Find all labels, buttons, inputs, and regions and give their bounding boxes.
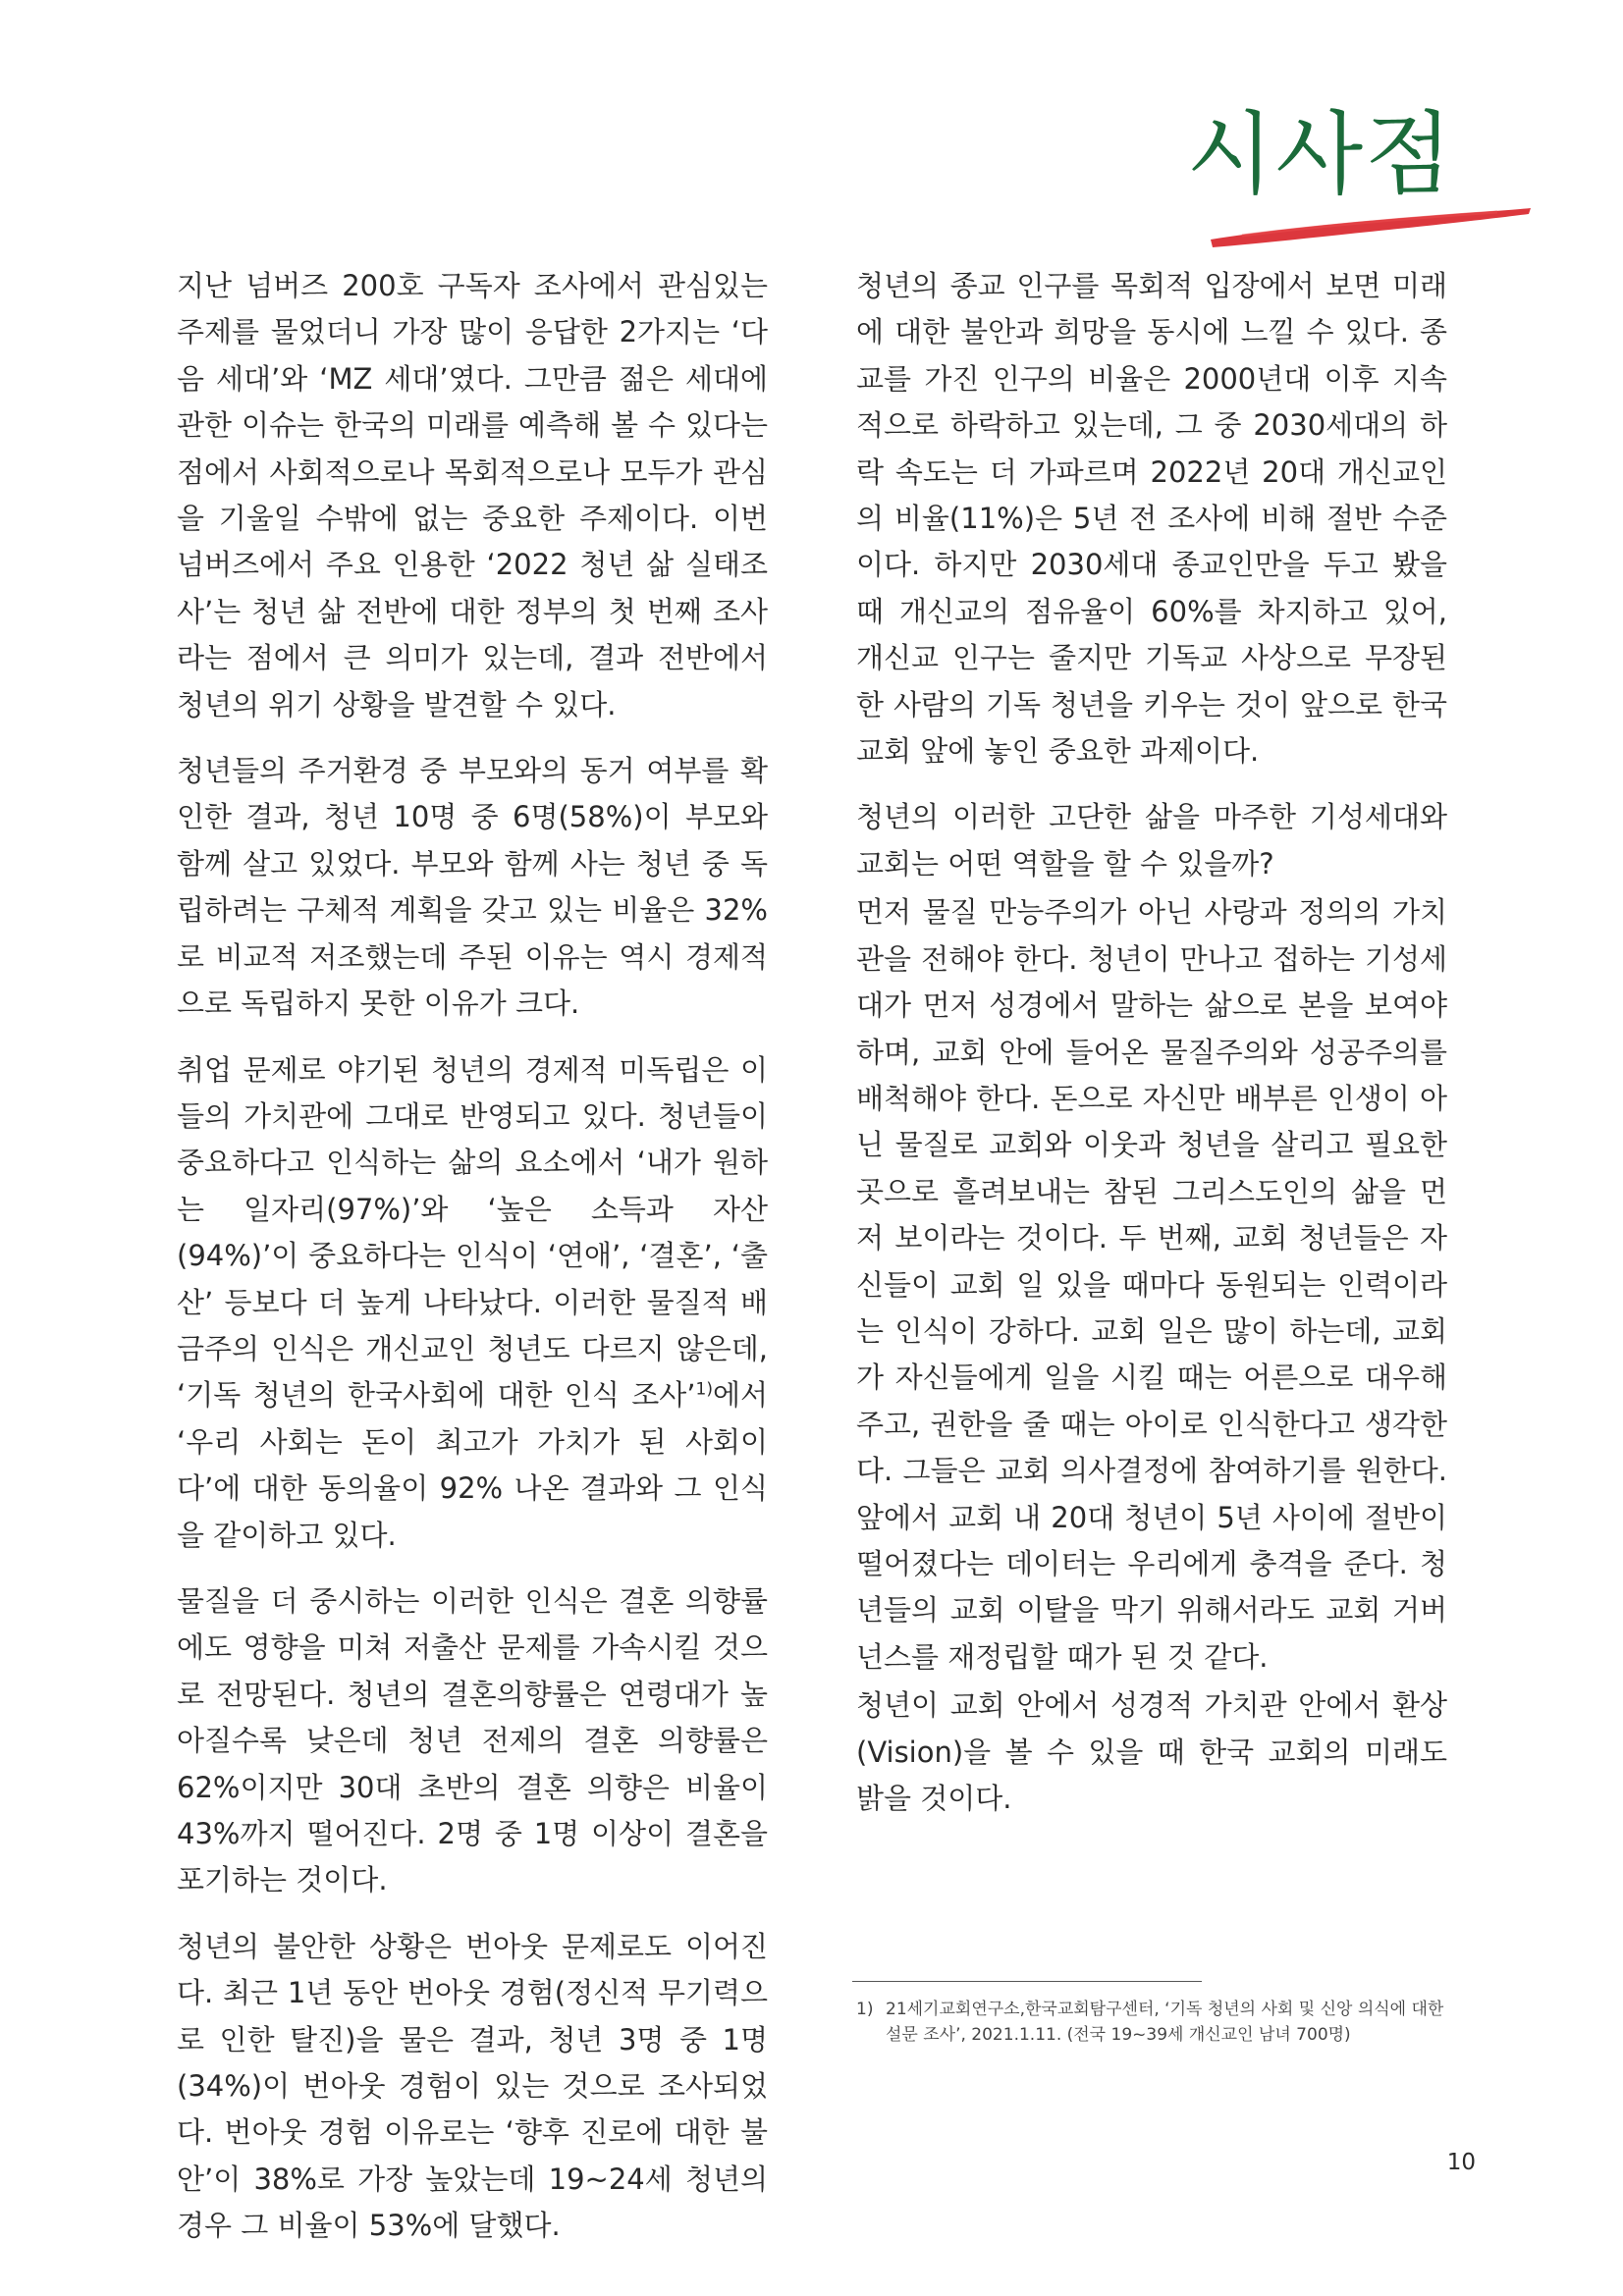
footnote-reference[interactable]: 1) bbox=[695, 1379, 713, 1400]
paragraph: 지난 넘버즈 200호 구독자 조사에서 관심있는 주제를 물었더니 가장 많이 응답한 2가지는 ‘다음 세대’와 ‘MZ 세대’였다. 그만큼 젊은 세대에 관한 이슈는 한국의 미래를 예측해 볼 수 있다는 점에서 사회적으로나 목회적으로나 모두가 관심을 기울일 수밖에 없는 중요한 주제이다. 이번 넘버즈에서 주요 인용한 ‘2022 청년 삶 실태조사’는 청년 삶 전반에 대한 정부의 첫 번째 조사라는 점에서 큰 의미가 있는데, 결과 전반에서 청년의 위기 상황을 발견할 수 있다. bbox=[177, 269, 768, 721]
paragraph-text: 에서 ‘우리 사회는 돈이 최고가 가치가 된 사회이다’에 대한 동의율이 92% 나온 결과와 그 인식을 같이하고 있다. bbox=[177, 1378, 768, 1552]
paragraph: 청년들의 주거환경 중 부모와의 동거 여부를 확인한 결과, 청년 10명 중 6명(58%)이 부모와 함께 살고 있었다. 부모와 함께 사는 청년 중 독립하려는 구체적 계획을 갖고 있는 비율은 32%로 비교적 저조했는데 주된 이유는 역시 경제적으로 독립하지 못한 이유가 크다. bbox=[177, 754, 768, 1021]
paragraph: 청년의 불안한 상황은 번아웃 문제로도 이어진다. 최근 1년 동안 번아웃 경험(정신적 무기력으로 인한 탈진)을 물은 결과, 청년 3명 중 1명(34%)이 번아웃 경험이 있는 것으로 조사되었다. 번아웃 경험 이유로는 ‘향후 진로에 대한 불안’이 38%로 가장 높았는데 19~24세 청년의 경우 그 비율이 53%에 달했다. bbox=[177, 1929, 768, 2243]
paragraph: 청년의 종교 인구를 목회적 입장에서 보면 미래에 대한 불안과 희망을 동시에 느낄 수 있다. 종교를 가진 인구의 비율은 2000년대 이후 지속적으로 하락하고 있는데, 그 중 2030세대의 하락 속도는 더 가파르며 2022년 20대 개신교인의 비율(11%)은 5년 전 조사에 비해 절반 수준이다. 하지만 2030세대 종교인만을 두고 봤을 때 개신교의 점유율이 60%를 차지하고 있어, 개신교 인구는 줄지만 기독교 사상으로 무장된 한 사람의 기독 청년을 키우는 것이 앞으로 한국교회 앞에 놓인 중요한 과제이다. bbox=[856, 269, 1447, 769]
right-column bbox=[856, 263, 1447, 1842]
left-column bbox=[177, 263, 768, 2269]
paragraph: 먼저 물질 만능주의가 아닌 사랑과 정의의 가치관을 전해야 한다. 청년이 만나고 접하는 기성세대가 먼저 성경에서 말하는 삶으로 본을 보여야 하며, 교회 안에 들어온 물질주의와 성공주의를 배척해야 한다. 돈으로 자신만 배부른 인생이 아닌 물질로 교회와 이웃과 청년을 살리고 필요한 곳으로 흘려보내는 참된 그리스도인의 삶을 먼저 보이라는 것이다. 두 번째, 교회 청년들은 자신들이 교회 일 있을 때마다 동원되는 인력이라는 인식이 강하다. 교회 일은 많이 하는데, 교회가 자신들에게 일을 시킬 때는 어른으로 대우해 주고, 권한을 줄 때는 아이로 인식한다고 생각한다. 그들은 교회 의사결정에 참여하기를 원한다. 앞에서 교회 내 20대 청년이 5년 사이에 절반이 떨어졌다는 데이터는 우리에게 충격을 준다. 청년들의 교회 이탈을 막기 위해서라도 교회 거버넌스를 재정립할 때가 된 것 같다. bbox=[856, 895, 1447, 1674]
footnote-text: 21세기교회연구소,한국교회탐구센터, ‘기독 청년의 사회 및 신앙 의식에 대한 bbox=[886, 2000, 1444, 2019]
footnote-divider bbox=[852, 1981, 1202, 1982]
paragraph-text: 취업 문제로 야기된 청년의 경제적 미독립은 이들의 가치관에 그대로 반영되고 있다. 청년들이 중요하다고 인식하는 삶의 요소에서 ‘내가 원하는 일자리(97%)’와 ‘높은 소득과 자산(94%)’이 중요하다는 인식이 ‘연애’, ‘결혼’, ‘출산’ 등보다 더 높게 나타났다. 이러한 물질적 배금주의 인식은 개신교인 청년도 다르지 않은데, ‘기독 청년의 한국사회에 대한 인식 조사’ bbox=[177, 1052, 768, 1413]
footnote-text: 설문 조사’, 2021.1.11. (전국 19~39세 개신교인 남녀 700명) bbox=[886, 2025, 1351, 2045]
footnote-line bbox=[856, 1997, 1445, 2022]
paragraph: 물질을 더 중시하는 이러한 인식은 결혼 의향률에도 영향을 미쳐 저출산 문제를 가속시킬 것으로 전망된다. 청년의 결혼의향률은 연령대가 높아질수록 낮은데 청년 전제의 결혼 의향률은 62%이지만 30대 초반의 결혼 의향은 비율이 43%까지 떨어진다. 2명 중 1명 이상이 결혼을 포기하는 것이다. bbox=[177, 1583, 768, 1897]
red-brush-stroke-decoration bbox=[1203, 196, 1537, 255]
footnote bbox=[856, 1997, 1445, 2048]
paragraph: 청년의 이러한 고단한 삶을 마주한 기성세대와 교회는 어떤 역할을 할 수 있을까? bbox=[856, 800, 1447, 881]
footnote-number: 1) bbox=[856, 2000, 874, 2019]
section-title: 시사점 bbox=[1186, 102, 1454, 207]
paragraph-with-footnote-ref bbox=[177, 1047, 768, 1559]
paragraph: 청년이 교회 안에서 성경적 가치관 안에서 환상(Vision)을 볼 수 있을 때 한국 교회의 미래도 밝을 것이다. bbox=[856, 1688, 1447, 1815]
page-number: 10 bbox=[1446, 2150, 1476, 2175]
